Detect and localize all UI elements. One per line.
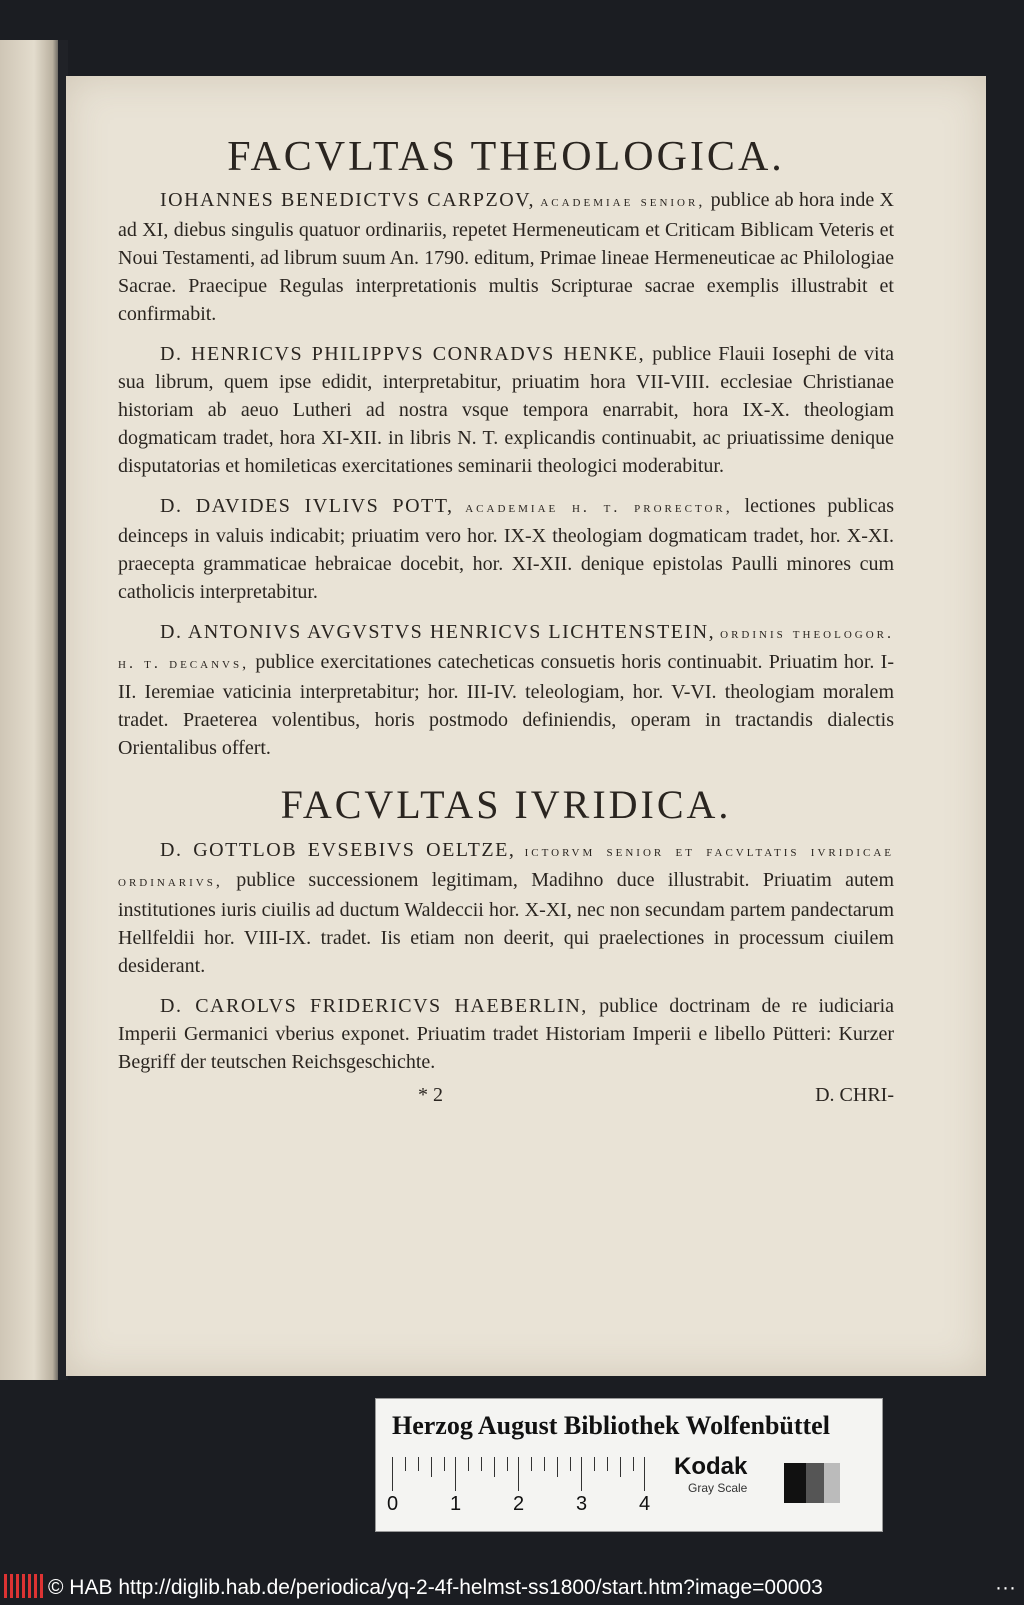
person-name: IOHANNES BENEDICTVS CARPZOV, (160, 189, 536, 211)
ruler-tick (570, 1457, 571, 1471)
ruler-tick (544, 1457, 545, 1471)
ruler (387, 1457, 652, 1515)
page-footer (118, 1084, 894, 1107)
paragraph-pott (118, 492, 894, 606)
ruler-number: 1 (450, 1493, 462, 1515)
ruler-tick (644, 1457, 645, 1491)
paragraph-text: lectiones publicas deinceps in valuis indicabit; priuatim vero hor. IX-X theologiam dogmaticam tradet, hor. X-XI. praecepta grammaticae hebraicae docebit, hor. XI-XII. denique epistolas Paulli minores cum catholicis interpretabitur. (118, 495, 895, 603)
ruler-tick (507, 1457, 508, 1471)
heading-iuridica: FACVLTAS IVRIDICA. (280, 782, 732, 827)
gray-swatch (784, 1463, 806, 1503)
paragraph-henke (118, 340, 894, 480)
paragraph-text: publice exercitationes catecheticas consuetis horis continuabit. Priuatim hor. I-II. Ieremiae vaticinia interpretabitur; hor. III-IV. teleologiam, hor. V-VI. theologiam moralem tradet. Praeterea volentibus, horis postmodo definiendis, operam in tractandis dialectis Orientalibus offert. (118, 651, 894, 759)
paragraph-haeberlin (118, 992, 894, 1076)
person-name: D. ANTONIVS AVGVSTVS HENRICVS LICHTENSTEIN, (160, 621, 716, 643)
ruler-tick (518, 1457, 519, 1491)
paragraph-lichtenstein (118, 618, 894, 762)
ruler-tick (494, 1457, 495, 1477)
ruler-number: 4 (639, 1493, 651, 1515)
ruler-tick (581, 1457, 582, 1491)
library-name: Herzog August Bibliothek Wolfenbüttel (392, 1411, 830, 1440)
ruler-tick (607, 1457, 608, 1471)
ruler-tick (594, 1457, 595, 1471)
person-name: D. CAROLVS FRIDERICVS HAEBERLIN, (160, 995, 588, 1017)
person-name: D. HENRICVS PHILIPPVS CONRADVS HENKE, (160, 343, 646, 365)
gray-swatch (806, 1463, 824, 1503)
ruler-number: 3 (576, 1493, 588, 1515)
catchword: D. CHRI- (815, 1084, 894, 1106)
person-role: ictorvm senior et facvltatis ivridicae ordinarivs, (118, 843, 894, 890)
more-icon[interactable]: ··· (995, 1576, 1016, 1599)
ruler-tick (431, 1457, 432, 1477)
credit-url[interactable]: © HAB http://diglib.hab.de/periodica/yq-2-4f-helmst-ss1800/start.htm?image=00003 (48, 1576, 823, 1599)
ruler-tick (392, 1457, 393, 1491)
ruler-tick (633, 1457, 634, 1471)
person-role: academiae h. t. prorector, (465, 499, 733, 516)
ruler-tick (481, 1457, 482, 1471)
ruler-tick (468, 1457, 469, 1471)
paragraph-oeltze (118, 836, 894, 980)
left-page-edge (0, 40, 62, 1380)
ruler-tick (444, 1457, 445, 1471)
ruler-tick (405, 1457, 406, 1471)
gray-swatch (824, 1463, 840, 1503)
ruler-tick (620, 1457, 621, 1477)
paragraph-text: publice ab hora inde X ad XI, diebus singulis quatuor ordinariis, repetet Hermeneuticam et Criticam Biblicam Veteris et Noui Testamenti, ad librum suum An. 1790. editum, Primae lineae Hermeneuticae ac Philologiae Sacrae. Praecipue Regulas interpretationis multis Scripturae sacrae exemplis illustrabit et confirmabit. (118, 189, 894, 325)
person-role: academiae senior, (540, 193, 706, 210)
paragraph-text: publice successionem legitimam, Madihno duce illustrabit. Priuatim autem institutiones iuris ciuilis ad ductum Waldeccii hor. X-XI, nec non secundam partem pandectarum Hellfeldii hor. VIII-IX. tradet. Iis etiam non deerit, qui praelectiones in processum ciuilem desiderant. (118, 869, 894, 977)
hab-logo-icon (4, 1574, 44, 1598)
kodak-brand: Kodak (674, 1453, 748, 1480)
heading-theologica: FACVLTAS THEOLOGICA. (227, 134, 785, 180)
paragraph-text: publice doctrinam de re iudiciaria Imperii Germanici vberius exponet. Priuatim tradet Historiam Imperii e libello Pütteri: Kurzer Begriff der teutschen Reichsgeschichte. (118, 995, 895, 1073)
ruler-tick (531, 1457, 532, 1471)
credit-bar (0, 1570, 1024, 1605)
scale-card (375, 1398, 883, 1532)
ruler-number: 2 (513, 1493, 525, 1515)
ruler-tick (455, 1457, 456, 1491)
ruler-tick (418, 1457, 419, 1471)
paragraph-carpzov (118, 186, 894, 328)
document-text (118, 132, 894, 1107)
signature-mark: * 2 (418, 1084, 443, 1106)
person-name: D. GOTTLOB EVSEBIVS OELTZE, (160, 839, 516, 861)
ruler-tick (557, 1457, 558, 1477)
person-role: ordinis theologor. h. t. decanvs, (118, 625, 894, 672)
person-name: D. DAVIDES IVLIVS POTT, (160, 495, 454, 517)
gray-scale-label: Gray Scale (688, 1481, 748, 1495)
paragraph-text: publice Flauii Iosephi de vita sua librum, quem ipse edidit, interpretabitur, priuatim hora VII-VIII. ecclesiae Christianae historiam ab aeuo Lutheri ad nostra vsque tempora enarrabit, hora IX-X. theologiam dogmaticam tradet, hora XI-XII. in libris N. T. explicandis continuabit, ac priuatissime denique disputatorias et homileticas exercitationes seminarii theologici moderabitur. (118, 343, 895, 477)
ruler-number: 0 (387, 1493, 399, 1515)
